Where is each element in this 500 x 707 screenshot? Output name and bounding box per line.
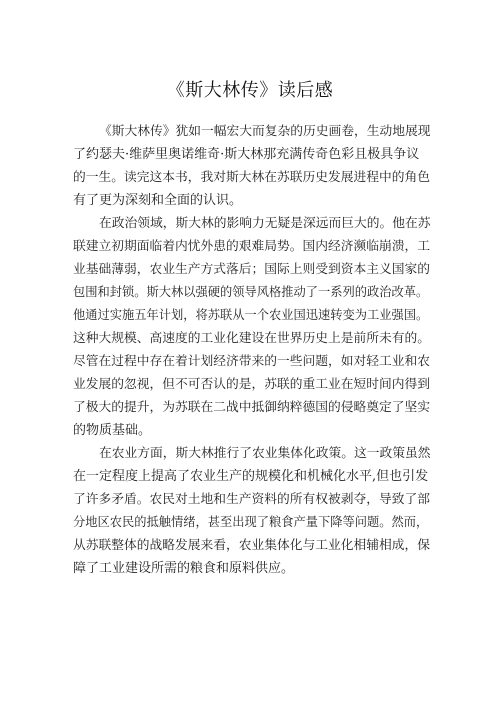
paragraph-1-line-1: 《斯大林传》犹如一幅宏大而复杂的历史画卷，生动地展现 [99,124,431,139]
paragraph-3-line-6: 障了工业建设所需的粮食和原料供应。 [73,561,295,576]
paragraph-2-line-2: 联建立初期面临着内忧外患的艰难局势。国内经济濒临崩溃，工 [73,239,430,254]
paragraph-3-line-3: 了许多矛盾。农民对土地和生产资料的所有权被剥夺，导致了部 [73,492,430,507]
paragraph-3-line-4: 分地区农民的抵触情绪，甚至出现了粮食产量下降等问题。然而， [73,515,429,529]
paragraph-2-line-8: 业发展的忽视，但不可否认的是，苏联的重工业在短时间内得到 [73,377,430,392]
paragraph-2-line-9: 了极大的提升，为苏联在二战中抵御纳粹德国的侵略奠定了坚实 [73,400,430,415]
paragraph-2-line-4: 包围和封锁。斯大林以强硬的领导风格推动了一系列的政治改革。 [73,285,429,299]
paragraph-2-line-5: 他通过实施五年计划，将苏联从一个农业国迅速转变为工业强国。 [73,308,429,322]
paragraph-3-line-5: 从苏联整体的战略发展来看，农业集体化与工业化相辅相成，保 [73,538,430,553]
paragraph-3-line-1: 在农业方面，斯大林推行了农业集体化政策。这一政策虽然 [99,446,431,461]
paragraph-2-line-1: 在政治领域，斯大林的影响力无疑是深远而巨大的。他在苏 [99,216,431,231]
paragraph-2-line-7: 尽管在过程中存在着计划经济带来的一些问题，如对轻工业和农 [73,354,430,369]
paragraph-2-line-6: 这种大规模、高速度的工业化建设在世界历史上是前所未有的。 [73,331,430,346]
paragraph-2-line-10: 的物质基础。 [73,423,152,438]
paragraph-1-line-2: 了约瑟夫·维萨里奥诺维奇·斯大林那充满传奇色彩且极具争议 [73,147,420,162]
document-body [73,120,435,580]
paragraph-1-line-4: 有了更为深刻和全面的认识。 [73,193,243,208]
paragraph-3-line-2: 在一定程度上提高了农业生产的规模化和机械化水平,但也引发 [73,469,429,484]
page-title: 《斯大林传》读后感 [166,80,334,101]
paragraph-2-line-3: 业基础薄弱，农业生产方式落后；国际上则受到资本主义国家的 [73,262,430,277]
paragraph-1-line-3: 的一生。读完这本书，我对斯大林在苏联历史发展进程中的角色 [73,170,430,185]
